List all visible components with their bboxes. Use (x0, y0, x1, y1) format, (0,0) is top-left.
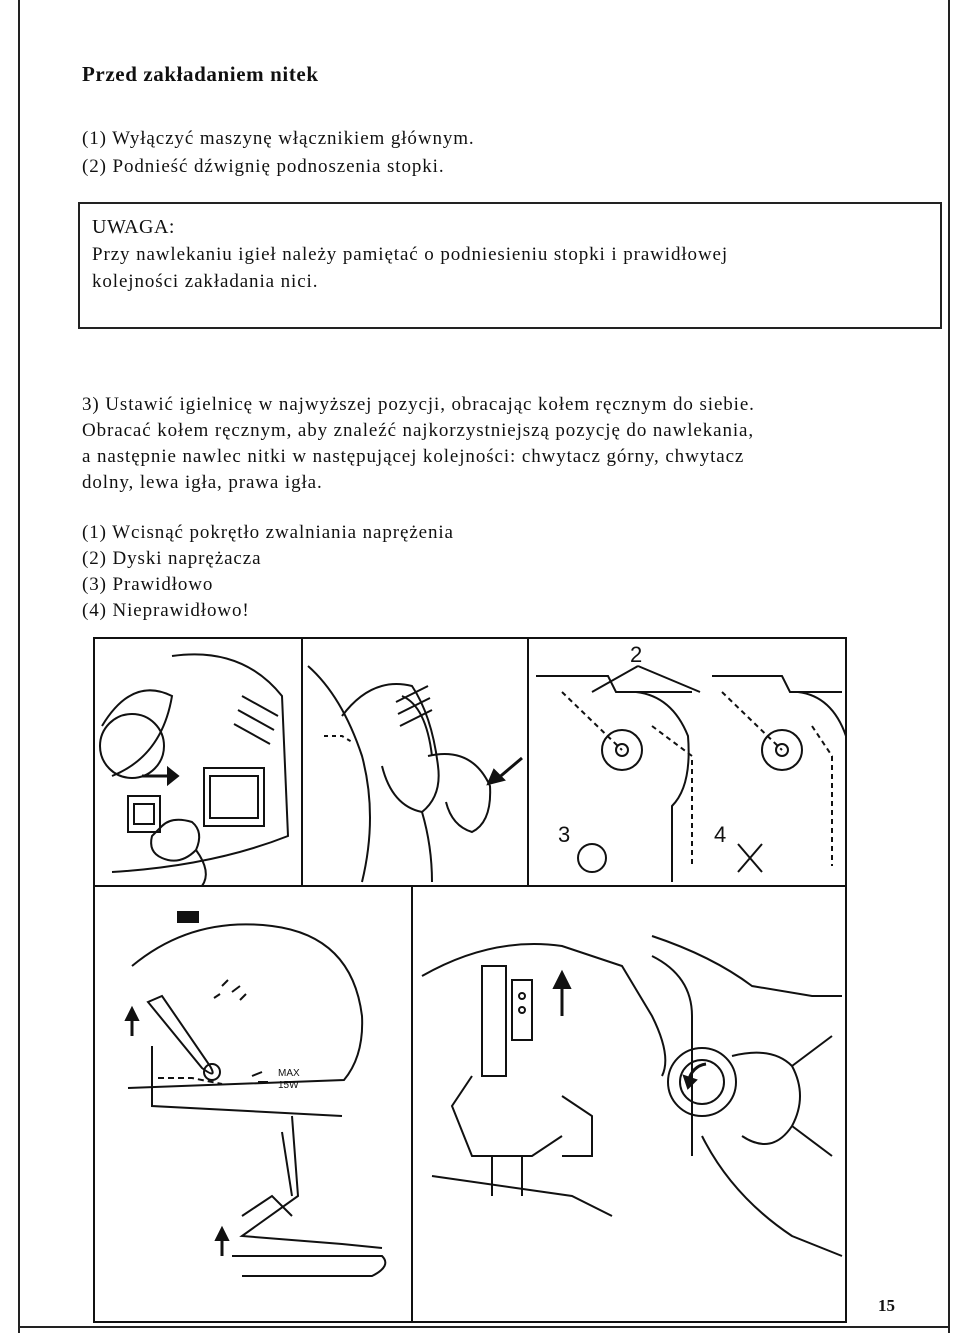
power-switch-icon (128, 796, 160, 832)
notice-line-2: kolejności zakładania nici. (92, 271, 319, 292)
legend-line-1: (1) Wcisnąć pokrętło zwalniania naprężenia (82, 522, 454, 543)
panel-presser-foot (422, 944, 665, 1216)
paragraph-line-3: a następnie nawlec nitki w następującej kolejności: chwytacz górny, chwytacz (82, 446, 745, 467)
arrow-up-icon-1 (126, 1008, 138, 1020)
notice-box (78, 202, 942, 329)
lever-icon (148, 996, 213, 1074)
legend-line-4: (4) Nieprawidłowo! (82, 600, 250, 621)
panel-tension-discs (536, 642, 846, 882)
tension-release-knob (668, 1048, 736, 1116)
arrow-up-icon-2 (216, 1228, 228, 1240)
panel-power-switch (100, 654, 288, 886)
incorrect-x-icon (738, 844, 762, 872)
paragraph-line-4: dolny, lewa igła, prawa igła. (82, 472, 323, 493)
page-border-right (948, 0, 950, 1333)
arrow-right-icon (168, 768, 178, 784)
incorrect-label: 4 (714, 822, 727, 847)
lamp-icon (252, 1072, 268, 1082)
figures-frame (94, 638, 846, 1322)
notice-line-1: Przy nawlekaniu igieł należy pamiętać o podniesieniu stopki i prawidłowej (92, 244, 729, 265)
legend-line-2: (2) Dyski naprężacza (82, 548, 262, 569)
arrow-up-icon-3 (554, 972, 570, 988)
notice-title: UWAGA: (92, 216, 175, 238)
figure-group (92, 636, 848, 1324)
rotate-arrow-icon (684, 1076, 696, 1088)
page-border-left (18, 0, 20, 1333)
paragraph-line-1: 3) Ustawić igielnicę w najwyższej pozycji, obracając kołem ręcznym do siebie. (82, 394, 755, 415)
lamp-label-1: MAX (278, 1068, 300, 1079)
arrow-left-icon (488, 770, 504, 784)
panel-machine-side (126, 912, 385, 1276)
lamp-label-2: 15W (278, 1080, 299, 1091)
disc-label: 2 (630, 642, 643, 667)
panel-tension-knob (652, 936, 842, 1256)
page-number: 15 (878, 1296, 895, 1315)
legend-line-3: (3) Prawidłowo (82, 574, 214, 595)
step-line-1: (1) Wyłączyć maszynę włącznikiem głównym. (82, 128, 475, 149)
correct-label: 3 (558, 822, 571, 847)
step-line-2: (2) Podnieść dźwignię podnoszenia stopki. (82, 156, 445, 177)
panel-handwheel (308, 666, 522, 882)
page-title: Przed zakładaniem nitek (82, 62, 319, 86)
page-border-bottom (18, 1326, 950, 1328)
paragraph-line-2: Obracać kołem ręcznym, aby znaleźć najkorzystniejszą pozycję do nawlekania, (82, 420, 755, 441)
machine-top-block (178, 912, 198, 922)
correct-circle-icon (578, 844, 606, 872)
